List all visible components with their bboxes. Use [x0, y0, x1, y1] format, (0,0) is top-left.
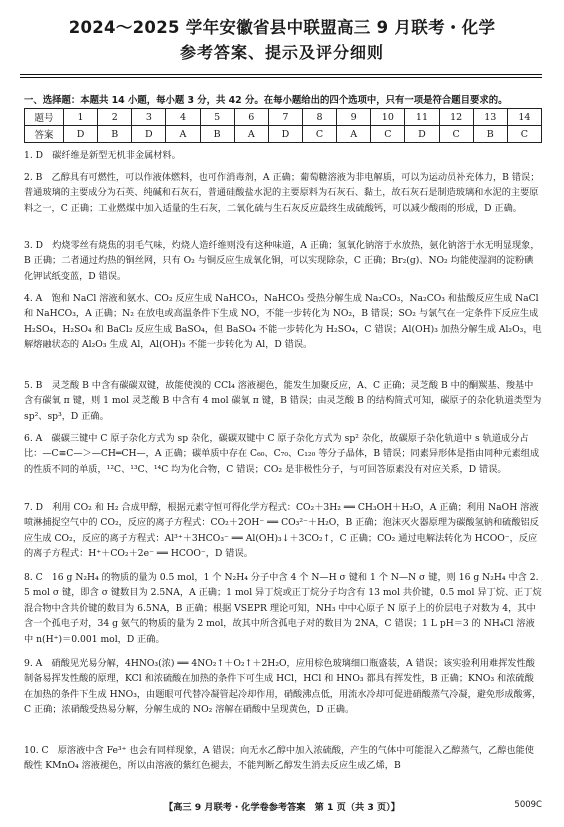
answer-cell: B	[98, 126, 132, 143]
question-number: 1	[64, 109, 98, 126]
answer-cell: B	[473, 126, 507, 143]
answer-cell: A	[166, 126, 200, 143]
question-number: 12	[439, 109, 473, 126]
answer-row	[25, 126, 542, 143]
question-label: 题号	[25, 109, 64, 126]
document-code: 5009C	[514, 800, 542, 810]
header-divider-thin	[20, 77, 542, 78]
page-title: 2024～2025 学年安徽省县中联盟高三 9 月联考・化学	[68, 18, 496, 37]
explanation-5: 5. B 灵芝酸 B 中含有碳碳双键，故能使溴的 CCl₄ 溶液褪色，能发生加聚反应，A、C 正确；灵芝酸 B 中的酮羰基、羧基中含有碳氧 π 键，则 1 mol 灵芝酸 B 中含有 4 mol 碳氧 π 键，B 错误；由灵芝酸 B 的结构简式可知，碳原子的杂化轨道类型为 sp²、sp³，D 正确。	[24, 380, 542, 422]
answer-cell: A	[337, 126, 371, 143]
answer-cell: B	[200, 126, 234, 143]
question-number: 9	[337, 109, 371, 126]
page-footer: 【高三 9 月联考・化学卷参考答案 第 1 页（共 3 页）】	[164, 802, 400, 813]
answer-cell: D	[405, 126, 439, 143]
answer-cell: C	[507, 126, 541, 143]
explanation-7: 7. D 利用 CO₂ 和 H₂ 合成甲醇，根据元素守恒可得化学方程式：CO₂＋3H₂ ══ CH₃OH＋H₂O，A 正确；利用 NaOH 溶液喷淋捕捉空气中的 CO₂，反应的离子方程式：CO₂＋2OH⁻ ══ CO₃²⁻＋H₂O，B 正确；泡沫灭火器原理为碳酸氢钠和硫酸铝反应生成 CO₂，反应的离子方程式：Al³⁺＋3HCO₃⁻ ══ Al(OH)₃↓＋3CO₂↑，C 正确；CO₂ 通过电解法转化为 HCOO⁻，反应的离子方程式：H⁺＋CO₂＋2e⁻ ══ HCOO⁻，D 错误。	[24, 502, 539, 560]
explanation-9: 9. A 硝酸见光易分解，4HNO₃(浓) ══ 4NO₂↑＋O₂↑＋2H₂O，应用棕色玻璃细口瓶盛装，A 错误；该实验利用难挥发性酸制备易挥发性酸的原理，KCl 和浓硫酸在加热的条件下可生成 HCl，HCl 和 HNO₃ 都具有挥发性，B 正确；KNO₃ 和浓硫酸在加热的条件下生成 HNO₃，由题眼可代替冷凝管起冷却作用，硝酸沸点低，用流水冷却可促进硝酸蒸气冷凝，避免形成酸雾，C 正确；浓硝酸受热易分解，分解生成的 NO₂ 溶解在硝酸中呈现黄色，D 正确。	[24, 658, 542, 716]
question-number: 8	[302, 109, 336, 126]
question-number: 14	[507, 109, 541, 126]
question-number: 2	[98, 109, 132, 126]
question-number: 5	[200, 109, 234, 126]
question-number: 3	[132, 109, 166, 126]
explanation-3: 3. D 灼烧零丝有烧焦的羽毛气味，灼烧人造纤维则没有这种味道，A 正确；氢氧化钠溶于水放热，氨化钠溶于水无明显现象，B 正确；二者通过灼热的铜丝网，只有 O₂ 与铜反应生成氧化铜，可以实现除杂，C 正确；Br₂(g)、NO₂ 均能使湿润的淀粉碘化钾试纸变蓝，D 错误。	[24, 240, 540, 282]
explanation-8: 8. C 16 g N₂H₄ 的物质的量为 0.5 mol，1 个 N₂H₄ 分子中含 4 个 N—H σ 键和 1 个 N—N σ 键，则 16 g N₂H₄ 中含 2.5 mol σ 键，即含 σ 键数目为 2.5NA，A 正确；1 mol 异丁烷或正丁烷分子均含有 13 mol 共价键，0.5 mol 异丁烷、正丁烷混合物中含共价键的数目为 6.5NA，B 正确；根据 VSEPR 理论可知，NH₃ 中中心原子 N 原子上的价层电子对数为 4，其中含一个孤电子对，34 g 氨气的物质的量为 2 mol，故其中所含孤电子对的数目为 2NA，C 错误；1 L pH＝3 的 NH₄Cl 溶液中 n(H⁺)＝0.001 mol，D 正确。	[24, 572, 542, 645]
question-number: 7	[268, 109, 302, 126]
answer-label: 答案	[25, 126, 64, 143]
question-number-row	[25, 109, 542, 126]
question-number: 4	[166, 109, 200, 126]
question-number: 11	[405, 109, 439, 126]
page-subtitle: 参考答案、提示及评分细则	[179, 43, 384, 62]
explanation-2: 2. B 乙醇具有可燃性，可以作液体燃料，也可作消毒剂，A 正确；葡萄糖溶液为非电解质，可以为运动员补充体力，B 错误；普通玻璃的主要成分为石英、纯碱和石灰石，普通硅酸盐水泥的主要原料为石灰石、黏土，故石灰石是制造玻璃和水泥的主要原料之一，C 正确；工业燃煤中加入适量的生石灰，二氧化硫与生石灰反应最终生成硫酸钙，可以减少酸雨的形成，D 正确。	[24, 172, 540, 214]
header-divider	[20, 74, 542, 75]
explanation-6: 6. A 碳碳三键中 C 原子杂化方式为 sp 杂化，碳碳双键中 C 原子杂化方式为 sp² 杂化，故碳原子杂化轨道中 s 轨道成分占比：—C≡C—＞—CH═CH—，A 正确；碳单质中存在 C₆₀、C₇₀、C₁₂₀ 等分子晶体，B 错误；同素异形体是指由同种元素组成的性质不同的单质，¹²C、¹³C、¹⁴C 均为化合物，C 错误；CO₂ 是非极性分子，与可回答原素没有对应关系，D 错误。	[24, 433, 540, 475]
answer-cell: C	[302, 126, 336, 143]
answer-cell: C	[371, 126, 405, 143]
answer-cell: D	[64, 126, 98, 143]
answer-cell: D	[268, 126, 302, 143]
explanation-10: 10. C 原溶液中含 Fe³⁺ 也会有同样现象，A 错误；向无水乙醇中加入浓硫酸，产生的气体中可能混入乙醇蒸气，乙醇也能使酸性 KMnO₄ 溶液褪色，所以由溶液的紫红色褪去，不能判断乙醇发生消去反应生成乙烯，B	[24, 745, 534, 772]
answer-cell: A	[234, 126, 268, 143]
answer-table	[24, 108, 542, 143]
section-heading: 一、选择题：本题共 14 小题，每小题 3 分，共 42 分。在每小题给出的四个选项中，只有一项是符合题目要求的。	[24, 95, 508, 106]
question-number: 10	[371, 109, 405, 126]
question-number: 6	[234, 109, 268, 126]
explanation-1: 1. D 碳纤维是新型无机非金属材料。	[24, 150, 181, 161]
answer-cell: C	[439, 126, 473, 143]
answer-cell: D	[132, 126, 166, 143]
explanation-4: 4. A 饱和 NaCl 溶液和氨水、CO₂ 反应生成 NaHCO₃，NaHCO₃ 受热分解生成 Na₂CO₃，Na₂CO₃ 和盐酸反应生成 NaCl 和 NaHCO₃，A 正确；N₂ 在放电或高温条件下生成 NO，不能一步转化为 NO₂，B 错误；SO₂ 与氯气在一定条件下反应生成 H₂SO₄，H₂SO₄ 和 BaCl₂ 反应生成 BaSO₄，但 BaSO₄ 不能一步转化为 H₂SO₄，C 错误；Al(OH)₃ 加热分解生成 Al₂O₃，电解熔融状态的 Al₂O₃ 生成 Al，Al(OH)₃ 不能一步转化为 Al，D 错误。	[24, 293, 542, 351]
question-number: 13	[473, 109, 507, 126]
